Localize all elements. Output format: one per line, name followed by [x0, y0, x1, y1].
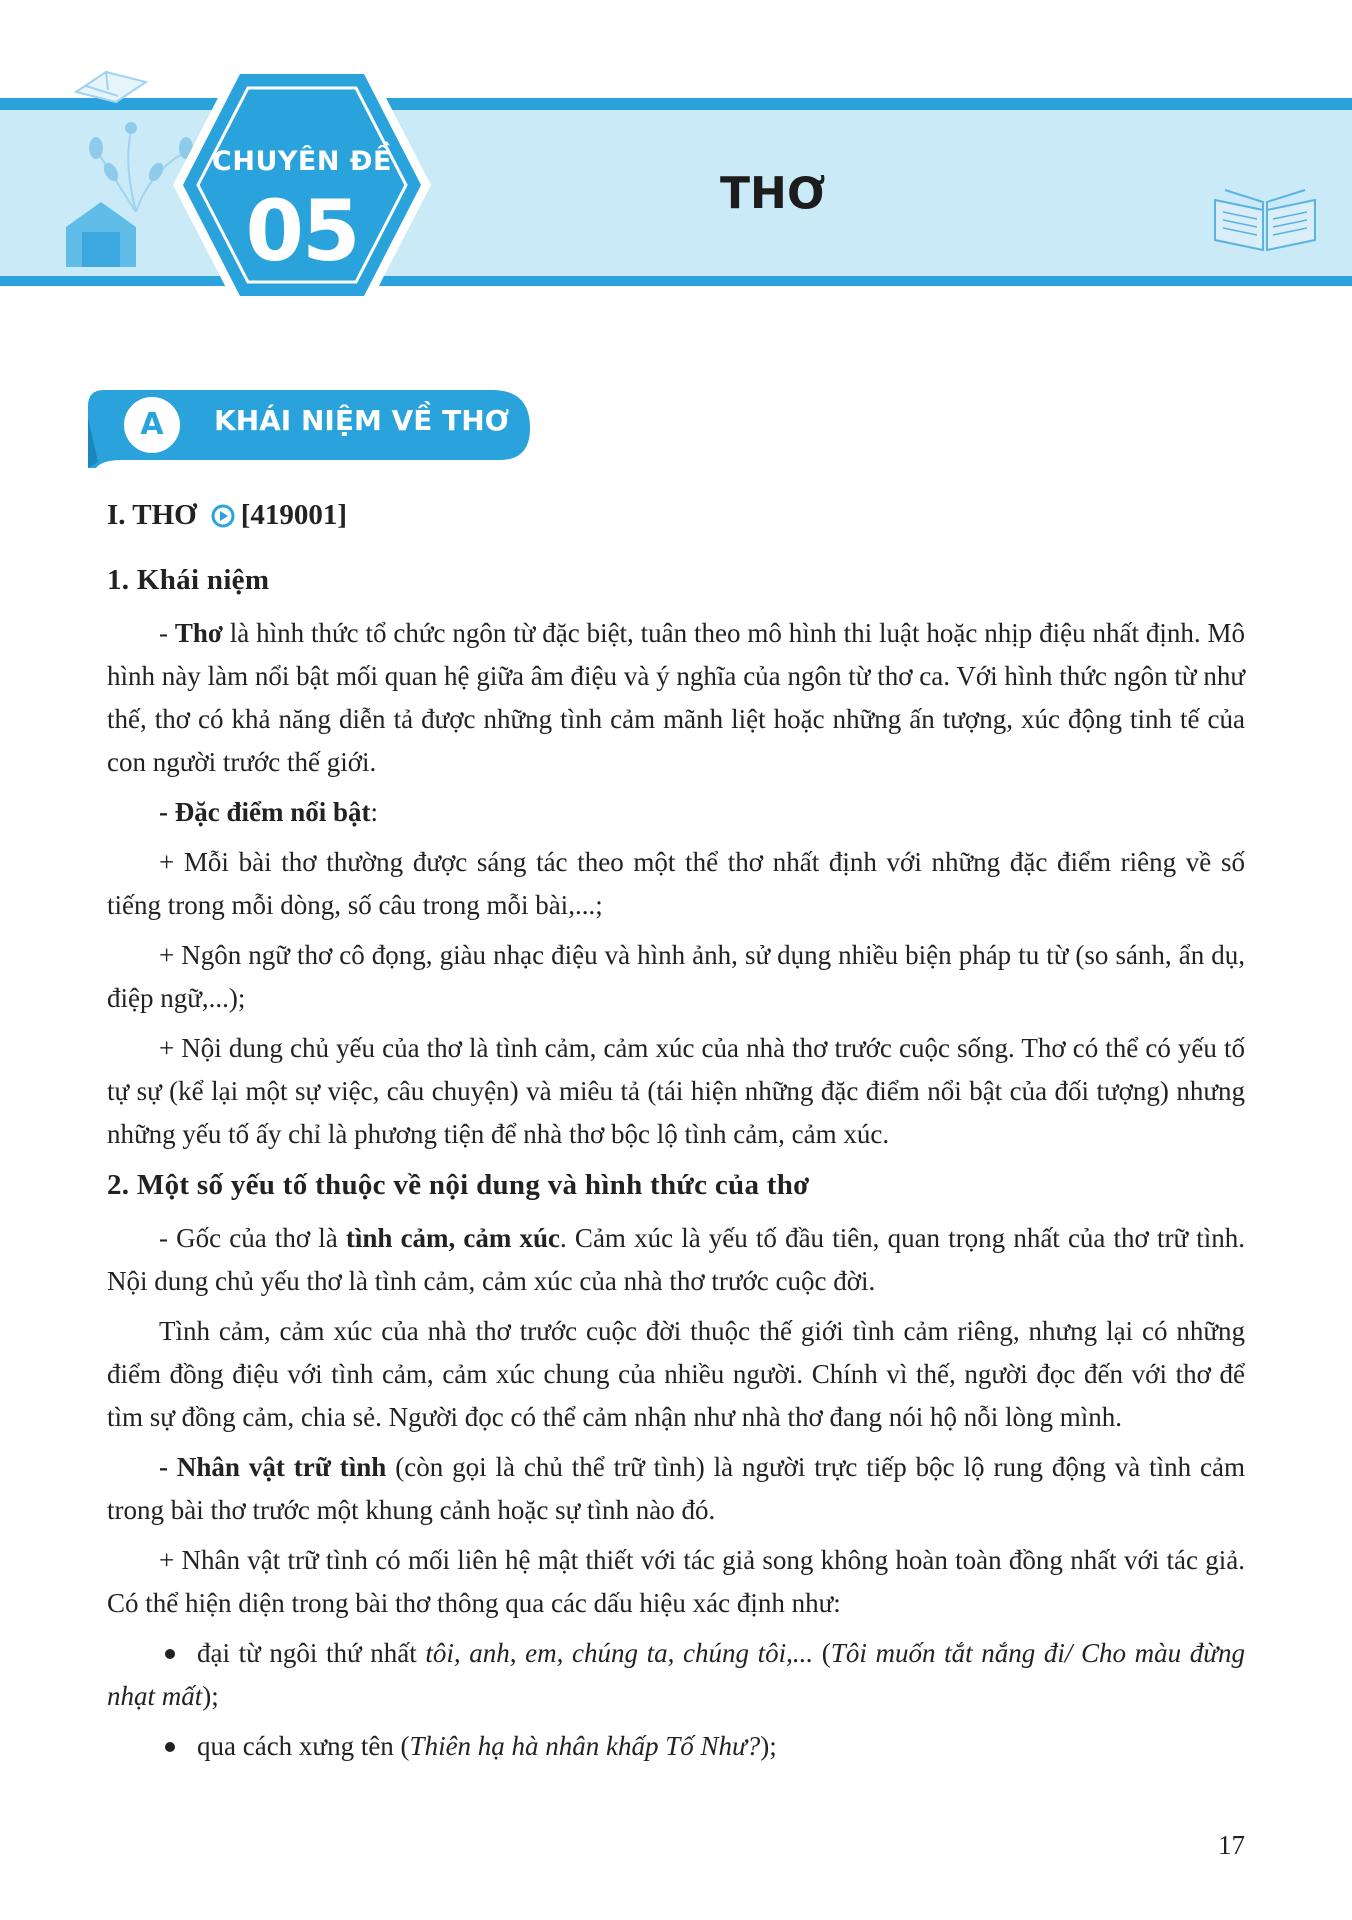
heading-text: I. THƠ: [107, 499, 197, 531]
bullet-item: [107, 1725, 1245, 1768]
text-run: -: [159, 618, 175, 648]
subheading-yeu-to: 2. Một số yếu tố thuộc về nội dung và hình thức của thơ: [107, 1169, 810, 1201]
italic-text: Thiên hạ hà nhân khấp Tố Như?: [409, 1731, 761, 1761]
chapter-label: CHUYÊN ĐỀ: [212, 146, 392, 177]
section-title: KHÁI NIỆM VỀ THƠ: [214, 404, 510, 437]
subheading-khai-niem: 1. Khái niệm: [107, 564, 270, 596]
text-run: qua cách xưng tên (: [197, 1731, 410, 1761]
italic-text: Tôi muốn tắt nắng đi/ Cho màu đừng nhạt mất: [107, 1638, 1245, 1711]
paragraph: + Nhân vật trữ tình có mối liên hệ mật thiết với tác giả song không hoàn toàn đồng nhất với tác giả. Có thể hiện diện trong bài thơ thông qua các dấu hiệu xác định như:: [107, 1545, 1245, 1618]
bullet-dot: [165, 1649, 175, 1659]
paragraph: [107, 791, 1245, 834]
bold-term: - Đặc điểm nổi bật: [159, 797, 371, 827]
text-run: . Cảm xúc là yếu tố đầu tiên, quan trọng nhất của thơ trữ tình. Nội dung chủ yếu thơ là tình cảm, cảm xúc của nhà thơ trước cuộc đời.: [107, 1223, 1245, 1296]
text-run: );: [202, 1681, 219, 1711]
chapter-number: 05: [245, 182, 359, 280]
bullet-dot: [165, 1742, 175, 1752]
bold-term: tình cảm, cảm xúc: [345, 1223, 561, 1253]
paragraph: + Nội dung chủ yếu của thơ là tình cảm, cảm xúc của nhà thơ trước cuộc sống. Thơ có thể có yếu tố tự sự (kể lại một sự việc, câu chuyện) và miêu tả (tái hiện những đặc điểm nổi bật của đối tượng) nhưng những yếu tố ấy chỉ là phương tiện để nhà thơ bộc lộ tình cảm, cảm xúc.: [107, 1033, 1245, 1149]
text-run: đại từ ngôi thứ nhất: [197, 1638, 426, 1668]
italic-text: tôi, anh, em, chúng ta, chúng tôi,...: [425, 1638, 814, 1668]
paragraph: Tình cảm, cảm xúc của nhà thơ trước cuộc đời thuộc thế giới tình cảm riêng, nhưng lại có những điểm đồng điệu với tình cảm, cảm xúc chung của nhiều người. Chính vì thế, người đọc đến với thơ để tìm sự đồng cảm, chia sẻ. Người đọc có thể cảm nhận như nhà thơ đang nói hộ nỗi lòng mình.: [107, 1316, 1245, 1432]
paragraph: [107, 1217, 1245, 1303]
paragraph: + Ngôn ngữ thơ cô đọng, giàu nhạc điệu và hình ảnh, sử dụng nhiều biện pháp tu từ (so sánh, ẩn dụ, điệp ngữ,...);: [107, 940, 1245, 1013]
play-icon[interactable]: [211, 496, 235, 542]
text-run: );: [760, 1731, 777, 1761]
paragraph: + Mỗi bài thơ thường được sáng tác theo một thể thơ nhất định với những đặc điểm riêng về số tiếng trong mỗi dòng, số câu trong mỗi bài,...;: [107, 847, 1245, 920]
paragraph: [107, 612, 1245, 784]
chapter-hexagon: [168, 60, 436, 310]
text-run: - Gốc của thơ là: [159, 1223, 346, 1253]
text-run: :: [370, 797, 379, 827]
text-run: là hình thức tổ chức ngôn từ đặc biệt, tuân theo mô hình thi luật hoặc nhịp điệu nhất định. Mô hình này làm nổi bật mối quan hệ giữa âm điệu và ý nghĩa của ngôn từ thơ ca. Với hình thức ngôn từ như thế, thơ có khả năng diễn tả được những tình cảm mãnh liệt hoặc những ấn tượng, xúc động tinh tế của con người trước thế giới.: [107, 618, 1245, 777]
text-run: (còn gọi là chủ thể trữ tình) là người trực tiếp bộc lộ rung động và tình cảm trong bài thơ trước một khung cảnh hoặc sự tình nào đó.: [107, 1452, 1246, 1525]
page-title: THƠ: [720, 168, 826, 219]
paragraph: [107, 1446, 1245, 1532]
bold-term: Thơ: [174, 618, 223, 648]
document-body: [107, 492, 1245, 1775]
open-book-icon: [1205, 180, 1325, 260]
text-run: (: [813, 1638, 831, 1668]
page-number: 17: [1218, 1830, 1245, 1860]
section-letter: A: [120, 393, 184, 457]
bold-term: - Nhân vật trữ tình: [159, 1452, 387, 1482]
heading-thơ: [107, 492, 1245, 542]
bullet-item: [107, 1632, 1245, 1718]
video-code[interactable]: [419001]: [240, 499, 348, 531]
